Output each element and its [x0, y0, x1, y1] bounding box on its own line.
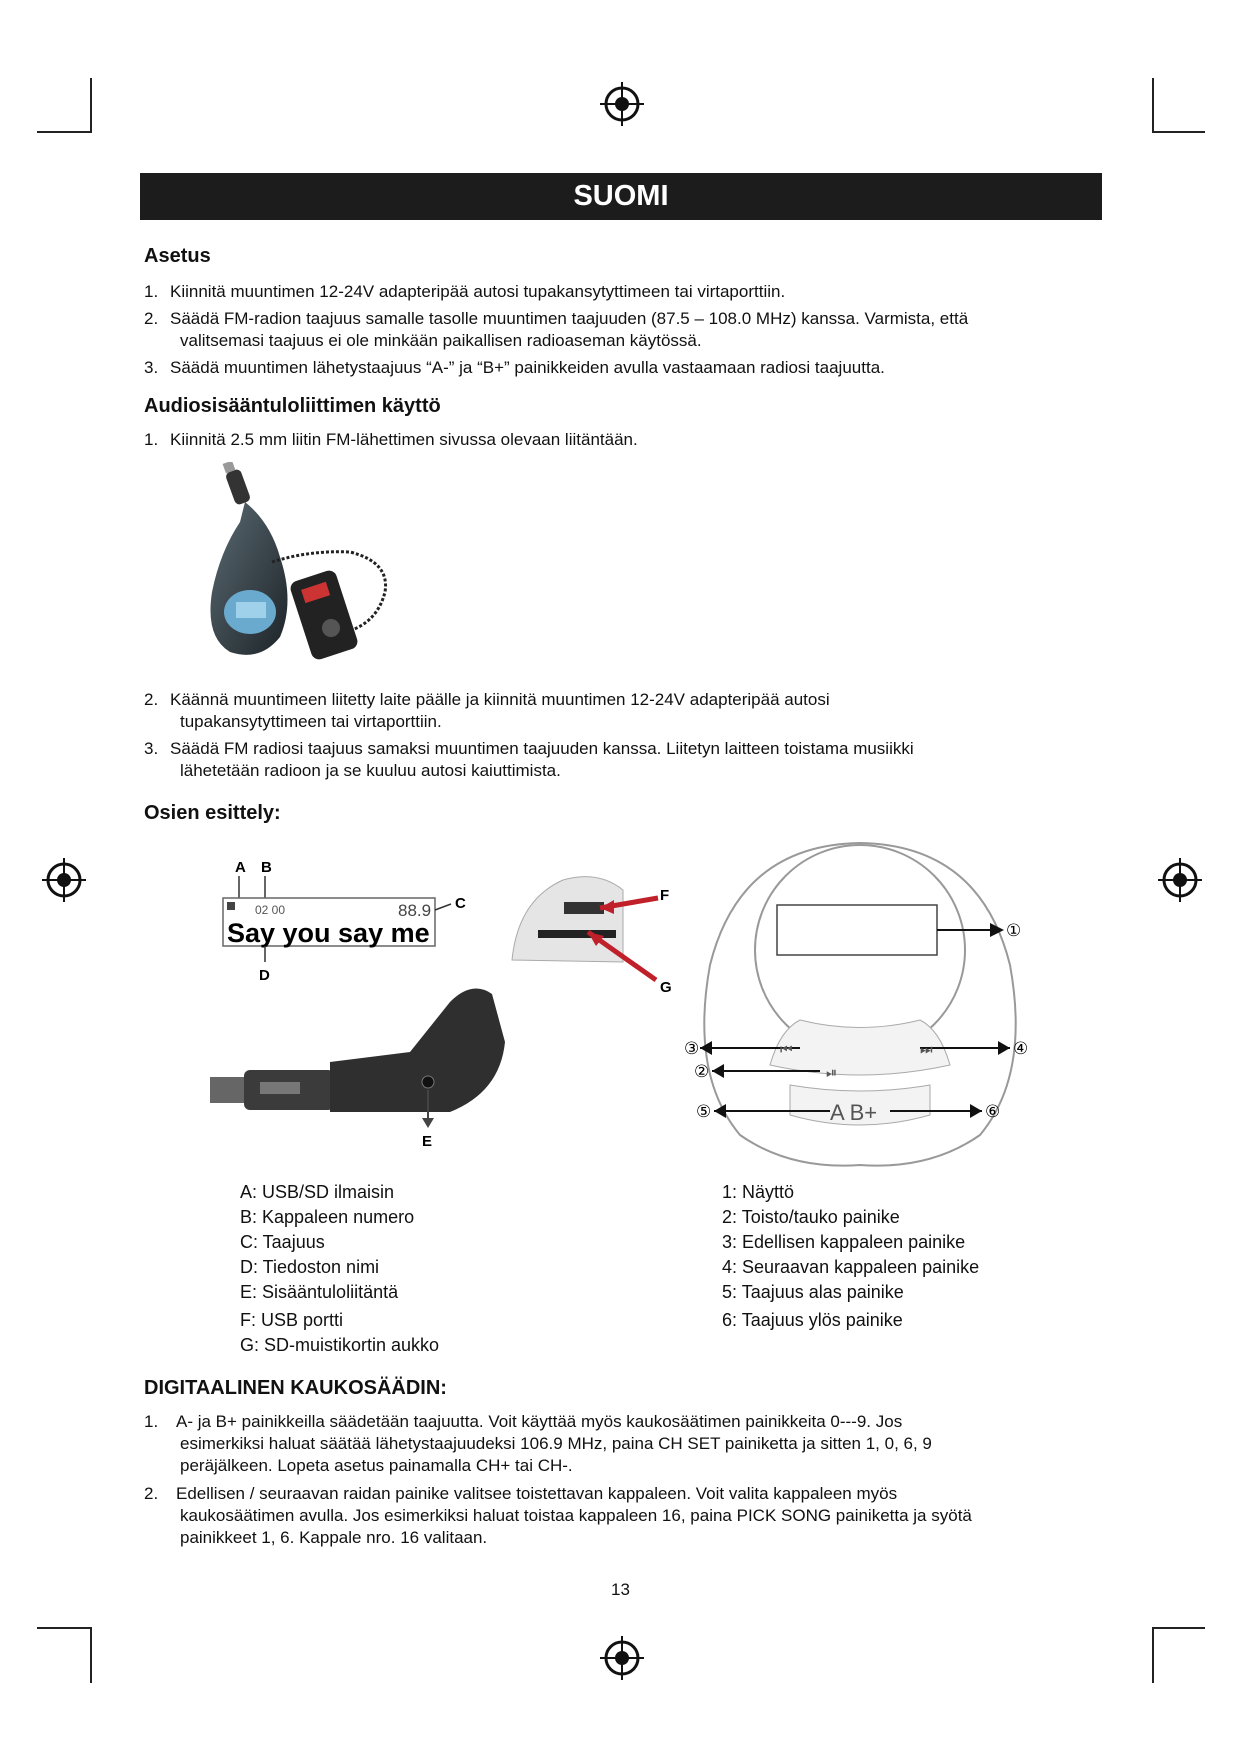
legend-item-2: 2: Toisto/tauko painike — [722, 1207, 900, 1227]
list-item: 1. Kiinnitä muuntimen 12-24V adapteripää autosi tupakansytyttimeen tai virtaporttiin. — [144, 282, 786, 301]
label-5: ⑤ — [696, 1102, 712, 1121]
section-heading-remote: DIGITAALINEN KAUKOSÄÄDIN: — [144, 1377, 447, 1399]
label-4: ④ — [1013, 1039, 1029, 1058]
legend-item-6: 6: Taajuus ylös painike — [722, 1310, 903, 1330]
legend-item-f: F: USB portti — [240, 1310, 344, 1330]
crop-mark-top-left-h — [37, 131, 92, 133]
label-1: ① — [1006, 921, 1022, 940]
registration-mark-top — [600, 82, 644, 126]
display-time: 02 00 — [255, 903, 286, 917]
legend-item-e: E: Sisääntuloliitäntä — [240, 1282, 399, 1302]
prev-track-glyph: ⏮ — [780, 1041, 793, 1057]
label-e: E — [422, 1133, 433, 1150]
registration-mark-bottom — [600, 1636, 644, 1680]
label-d: D — [259, 967, 270, 984]
crop-mark-bottom-left-h — [37, 1627, 92, 1629]
label-b: B — [261, 859, 272, 876]
label-2: ② — [694, 1062, 710, 1081]
transmitter-with-player-illustration — [200, 462, 410, 667]
list-item: 2. Edellisen / seuraavan raidan painike valitsee toistettavan kappaleen. Voit valita kappaleen myös kaukosäätimen avulla. Jos esimerkiksi haluat toistaa kappaleen 16, paina PICK SONG painiketta ja syötä painikkeet 1, 6. Kappale nro. 16 valitaan. — [144, 1484, 972, 1547]
list-item: 1. Kiinnitä 2.5 mm liitin FM-lähettimen sivussa olevaan liitäntään. — [144, 430, 638, 449]
section-heading-asetus: Asetus — [144, 245, 211, 267]
label-c: C — [455, 895, 466, 912]
next-track-glyph: ⏭ — [920, 1041, 933, 1057]
lcd-display-diagram — [215, 858, 485, 988]
crop-mark-top-right-h — [1152, 131, 1205, 133]
list-item: 2. Käännä muuntimeen liitetty laite päälle ja kiinnitä muuntimen 12-24V adapteripää autosi tupakansytyttimeen tai virtaporttiin. — [144, 690, 830, 731]
section-heading-audio: Audiosisääntuloliittimen käyttö — [144, 395, 441, 417]
legend-item-b: B: Kappaleen numero — [240, 1207, 415, 1227]
crop-mark-bottom-left-v — [90, 1627, 92, 1683]
crop-mark-top-left-v — [90, 78, 92, 132]
display-frequency: 88.9 — [398, 901, 432, 920]
section-heading-parts: Osien esittely: — [144, 802, 281, 824]
legend-item-5: 5: Taajuus alas painike — [722, 1282, 904, 1302]
crop-mark-bottom-right-h — [1152, 1627, 1205, 1629]
front-face-diagram — [680, 835, 1040, 1170]
legend-item-4: 4: Seuraavan kappaleen painike — [722, 1257, 980, 1277]
label-f: F — [660, 887, 670, 904]
usb-sd-slot-diagram — [508, 870, 683, 1005]
legend-item-c: C: Taajuus — [240, 1232, 325, 1252]
label-a: A — [235, 859, 246, 876]
freq-buttons-label: A B+ — [830, 1100, 878, 1125]
label-6: ⑥ — [985, 1102, 1001, 1121]
registration-mark-right — [1158, 858, 1202, 902]
crop-mark-bottom-right-v — [1152, 1627, 1154, 1683]
legend-item-1: 1: Näyttö — [722, 1182, 795, 1202]
legend-right — [722, 1180, 979, 1333]
display-song-title: Say you say me — [227, 918, 430, 948]
crop-mark-top-right-v — [1152, 78, 1154, 132]
registration-mark-left — [42, 858, 86, 902]
label-g: G — [660, 979, 672, 996]
language-banner: SUOMI — [140, 173, 1102, 220]
list-item: 2. Säädä FM-radion taajuus samalle tasolle muuntimen taajuuden (87.5 – 108.0 MHz) kanssa. Varmista, että valitsemasi taajuus ei ole minkään paikallisen radioaseman käytössä. — [144, 309, 969, 350]
legend-left — [240, 1180, 439, 1358]
list-item: 1. A- ja B+ painikkeilla säädetään taajuutta. Voit käyttää myös kaukosäätimen painikkeita 0---9. Jos esimerkiksi haluat säätää lähetystaajuudeksi 106.9 MHz, paina CH SET painiketta ja sitten 1, 0, 6, 9 peräjälkeen. Lopeta asetus painamalla CH+ tai CH-. — [144, 1412, 932, 1475]
legend-item-g: G: SD-muistikortin aukko — [240, 1335, 440, 1355]
list-item: 3. Säädä FM radiosi taajuus samaksi muuntimen taajuuden kanssa. Liitetyn laitteen toistama musiikki lähetetään radioon ja se kuuluu autosi kaiuttimista. — [144, 739, 914, 780]
page-number: 13 — [611, 1580, 630, 1599]
label-3: ③ — [684, 1039, 700, 1058]
list-item: 3. Säädä muuntimen lähetystaajuus “A-” ja “B+” painikkeiden avulla vastaamaan radiosi taajuutta. — [144, 358, 885, 377]
legend-item-3: 3: Edellisen kappaleen painike — [722, 1232, 966, 1252]
transmitter-side-diagram — [210, 982, 520, 1152]
legend-item-d: D: Tiedoston nimi — [240, 1257, 380, 1277]
legend-item-a: A: USB/SD ilmaisin — [240, 1182, 395, 1202]
play-pause-glyph: ⏯ — [826, 1064, 838, 1080]
